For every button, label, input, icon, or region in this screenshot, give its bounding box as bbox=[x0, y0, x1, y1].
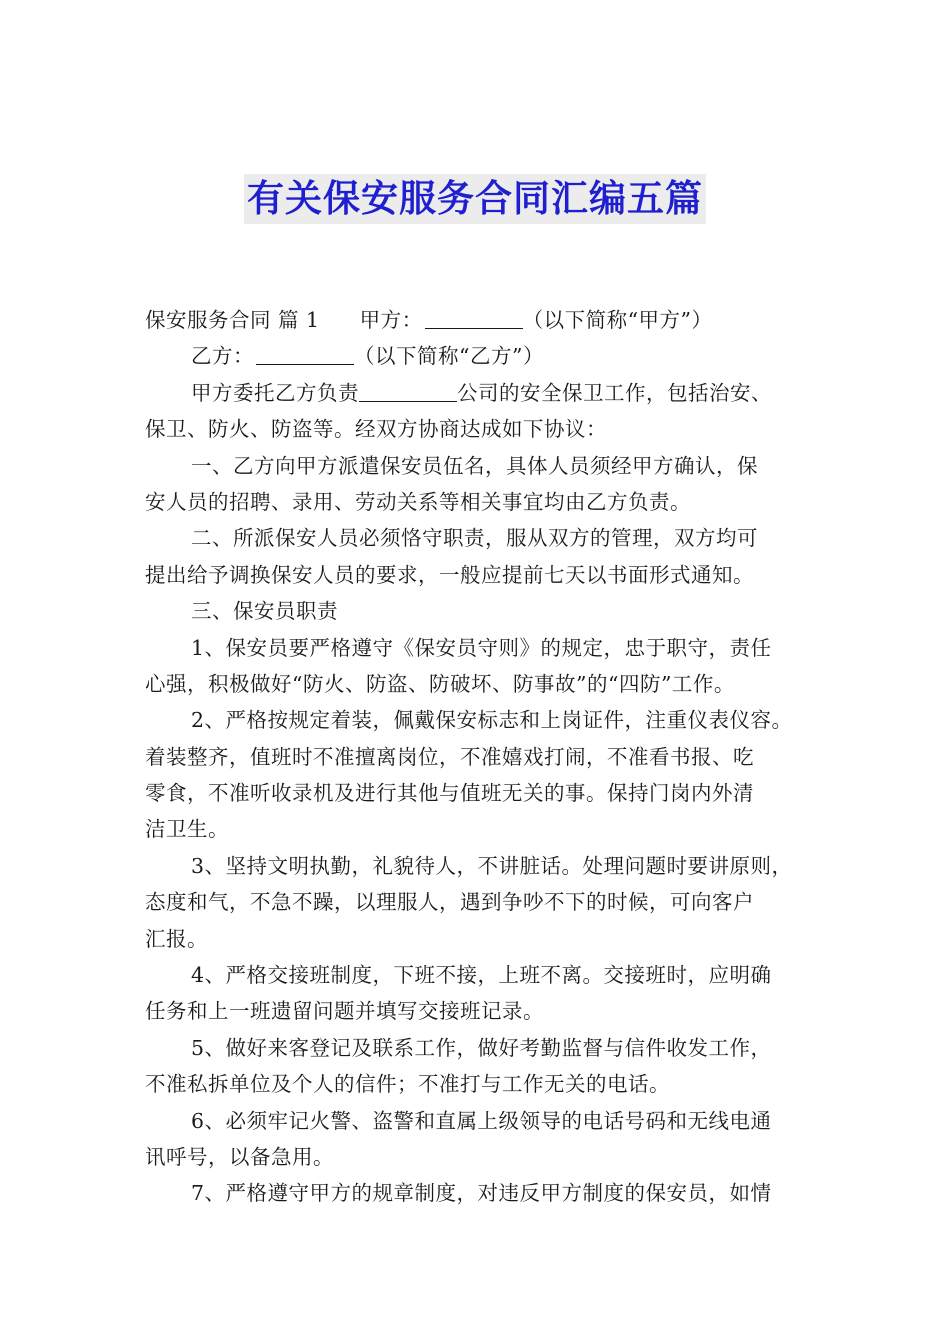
duty-3-line-2: 态度和气，不急不躁，以理服人，遇到争吵不下的时候，可向客户 bbox=[145, 890, 754, 915]
header-line bbox=[145, 302, 810, 338]
document-body bbox=[145, 302, 810, 1212]
intro-line bbox=[145, 375, 810, 411]
duty-2-line-1: 2、严格按规定着装，佩戴保安标志和上岗证件，注重仪表仪容。 bbox=[191, 708, 793, 733]
duty-3-line-1: 3、坚持文明执勤，礼貌待人，不讲脏话。处理问题时要讲原则， bbox=[191, 853, 793, 878]
company-blank bbox=[359, 379, 457, 402]
duty-2-line-4: 洁卫生。 bbox=[145, 817, 229, 842]
title-wrap bbox=[0, 174, 950, 224]
party-a-label: 甲方： bbox=[359, 308, 423, 332]
duty-1-line-2: 心强，积极做好“防火、防盗、防破坏、防事故”的“四防”工作。 bbox=[145, 671, 735, 696]
duty-1-line-1: 1、保安员要严格遵守《保安员守则》的规定，忠于职守，责任 bbox=[191, 635, 772, 660]
party-b-label: 乙方： bbox=[191, 344, 254, 369]
contract-label: 保安服务合同 篇 1 bbox=[145, 308, 320, 332]
document-title: 有关保安服务合同汇编五篇 bbox=[244, 174, 706, 224]
party-b-blank bbox=[256, 342, 354, 365]
duty-2-line-3: 零食，不准听收录机及进行其他与值班无关的事。保持门岗内外清 bbox=[145, 781, 754, 806]
duty-4-line-1: 4、严格交接班制度，下班不接，上班不离。交接班时，应明确 bbox=[191, 963, 772, 988]
party-b-line bbox=[145, 338, 810, 374]
intro-line-2: 保卫、防火、防盗等。经双方协商达成如下协议： bbox=[145, 417, 607, 442]
duty-5-line-2: 不准私拆单位及个人的信件；不准打与工作无关的电话。 bbox=[145, 1072, 670, 1097]
clause-1-line-1: 一、乙方向甲方派遣保安员伍名，具体人员须经甲方确认，保 bbox=[191, 453, 758, 478]
intro-prefix: 甲方委托乙方负责 bbox=[191, 380, 359, 405]
clause-3-heading: 三、保安员职责 bbox=[191, 599, 338, 624]
duty-3-line-3: 汇报。 bbox=[145, 926, 208, 951]
duty-6-line-1: 6、必须牢记火警、盗警和直属上级领导的电话号码和无线电通 bbox=[191, 1108, 772, 1133]
intro-suffix: 公司的安全保卫工作，包括治安、 bbox=[457, 380, 772, 405]
duty-4-line-2: 任务和上一班遗留问题并填写交接班记录。 bbox=[145, 999, 544, 1024]
clause-2-line-1: 二、所派保安人员必须恪守职责，服从双方的管理，双方均可 bbox=[191, 526, 758, 551]
party-a-blank bbox=[425, 306, 523, 329]
clause-2-line-2: 提出给予调换保安人员的要求，一般应提前七天以书面形式通知。 bbox=[145, 562, 754, 587]
duty-2-line-2: 着装整齐，值班时不准擅离岗位，不准嬉戏打闹，不准看书报、吃 bbox=[145, 744, 754, 769]
duty-7-line-1: 7、严格遵守甲方的规章制度，对违反甲方制度的保安员，如情 bbox=[191, 1181, 772, 1206]
party-a-suffix: （以下简称“甲方”） bbox=[522, 308, 713, 332]
clause-1-line-2: 安人员的招聘、录用、劳动关系等相关事宜均由乙方负责。 bbox=[145, 489, 691, 514]
duty-6-line-2: 讯呼号，以备急用。 bbox=[145, 1144, 334, 1169]
duty-5-line-1: 5、做好来客登记及联系工作，做好考勤监督与信件收发工作， bbox=[191, 1035, 772, 1060]
party-b-suffix: （以下简称“乙方”） bbox=[354, 344, 544, 369]
